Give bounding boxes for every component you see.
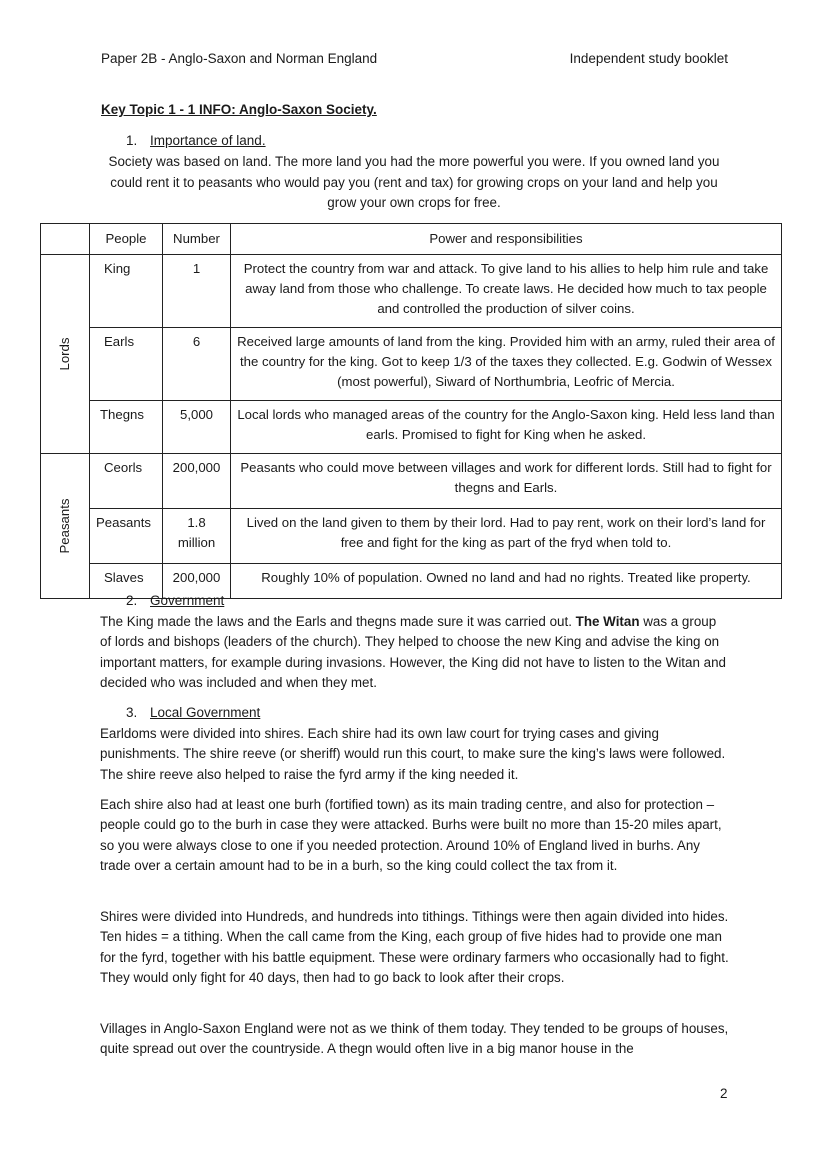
government-text-post: was a group of lords and bishops (leaders of the church). They helped to choose the new King and advise the king on important matters, for example during invasions. However, the King did not have to listen to the Witan and decided who was included and when they met. [100, 614, 726, 691]
table-header-cell: Power and responsibilities [231, 224, 782, 255]
government-text-pre: The King made the laws and the Earls and thegns made sure it was carried out. [100, 614, 576, 629]
table-row [41, 509, 782, 564]
table-header-cell: People [90, 224, 163, 255]
section-title: Local Government [150, 705, 261, 720]
table-header-row [41, 224, 782, 255]
group-lords [41, 255, 90, 454]
section-3-heading [126, 705, 260, 720]
people-cell: Thegns [90, 401, 163, 454]
group-label: Peasants [57, 498, 72, 554]
power-cell: Received large amounts of land from the king. Provided him with an army, ruled their area of the country for the king. Got to keep 1/3 of the taxes they collected. E.g. Godwin of Wessex (most powerful), Siward of Northumbria, Leofric of Mercia. [231, 328, 782, 401]
people-cell: Ceorls [90, 454, 163, 509]
number-cell: 6 [163, 328, 231, 401]
number-cell: 1.8 million [163, 509, 231, 564]
local-gov-paragraph-4: Villages in Anglo-Saxon England were not as we think of them today. They tended to be groups of houses, quite spread out over the countryside. A thegn would often live in a big manor house in the [100, 1021, 729, 1057]
section-2-heading [126, 593, 224, 608]
people-cell: Earls [90, 328, 163, 401]
government-paragraph [100, 612, 730, 694]
power-cell: Protect the country from war and attack. To give land to his allies to help him rule and take away land from those who challenge. To create laws. He decided how much to tax people and controlled the production of silver coins. [231, 255, 782, 328]
table-row [41, 401, 782, 454]
section-title: Importance of land. [150, 133, 266, 148]
table-row [41, 255, 782, 328]
power-cell: Local lords who managed areas of the country for the Anglo-Saxon king. Held less land than earls. Promised to fight for King when he asked. [231, 401, 782, 454]
table-header-cell [41, 224, 90, 255]
people-cell: Peasants [90, 509, 163, 564]
number-cell: 200,000 [163, 454, 231, 509]
local-gov-paragraph-1: Earldoms were divided into shires. Each shire had its own law court for trying cases and giving punishments. The shire reeve (or sheriff) would run this court, to make sure the king’s laws were followed. The shire reeve also helped to raise the fyrd army if the king needed it. [100, 726, 726, 782]
section-number: 3. [126, 705, 138, 720]
group-peasants [41, 454, 90, 599]
people-cell: King [90, 255, 163, 328]
number-cell: 1 [163, 255, 231, 328]
society-table [40, 223, 782, 599]
table-row [41, 454, 782, 509]
key-topic-title: Key Topic 1 - 1 INFO: Anglo-Saxon Society. [101, 102, 377, 117]
number-cell: 200,000 [163, 564, 231, 599]
power-cell: Roughly 10% of population. Owned no land and had no rights. Treated like property. [231, 564, 782, 599]
table-row [41, 328, 782, 401]
header-right: Independent study booklet [569, 51, 728, 66]
section-number: 2. [126, 593, 138, 608]
witan-term: The Witan [575, 614, 640, 629]
header-left: Paper 2B - Anglo-Saxon and Norman England [101, 51, 378, 66]
section-1-heading [126, 133, 266, 148]
power-cell: Peasants who could move between villages and work for different lords. Still had to fight for thegns and Earls. [231, 454, 782, 509]
page-number: 2 [720, 1086, 728, 1101]
section-title: Government [150, 593, 225, 608]
number-cell: 5,000 [163, 401, 231, 454]
local-gov-paragraph-2: Each shire also had at least one burh (fortified town) as its main trading centre, and also for protection – people could go to the burh in case they were attacked. Burhs were built no more than 15-20 miles apart, so you were always close to one if you needed protection. Around 10% of England lived in burhs. Any trade over a certain amount had to be in a burh, so the king could collect the tax from it. [100, 797, 722, 874]
table-header-cell: Number [163, 224, 231, 255]
people-cell: Slaves [90, 564, 163, 599]
land-paragraph: Society was based on land. The more land you had the more powerful you were. If you owned land you could rent it to peasants who would pay you (rent and tax) for growing crops on your land and help you grow your own crops for free. [108, 154, 720, 210]
section-number: 1. [126, 133, 138, 148]
local-gov-paragraph-3: Shires were divided into Hundreds, and hundreds into tithings. Tithings were then again divided into hides. Ten hides = a tithing. When the call came from the King, each group of five hides had to provide one man for the fyrd, together with his battle equipment. These were ordinary farmers who occasionally had to fight. They would only fight for 40 days, then had to go back to look after their crops. [100, 909, 729, 986]
group-label: Lords [57, 337, 72, 371]
power-cell: Lived on the land given to them by their lord. Had to pay rent, work on their lord’s land for free and fight for the king as part of the fryd when told to. [231, 509, 782, 564]
